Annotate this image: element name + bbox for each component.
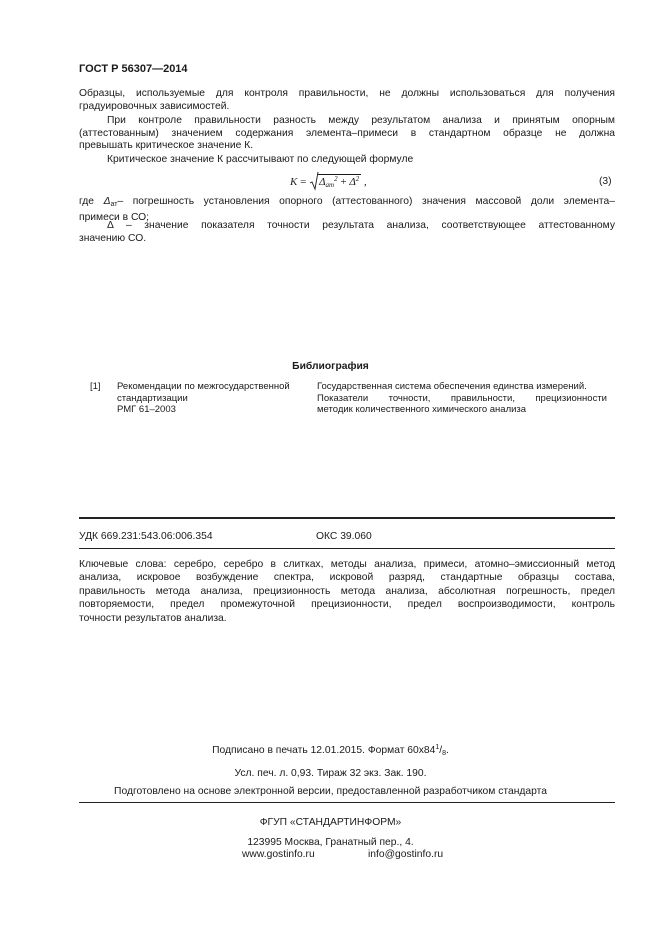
format-end: . — [446, 745, 449, 756]
bib-line: Государственная система обеспечения единства измерений. — [317, 381, 587, 392]
formula-comma: , — [364, 176, 367, 188]
paragraph-line: примеси в СО; — [79, 211, 150, 223]
format-numerator: 1 — [435, 744, 440, 751]
imprint-prepared: Подготовлено на основе электронной версии, предоставленной разработчиком стандарта — [114, 786, 547, 797]
paragraph-critical — [79, 154, 615, 167]
formula-term2-exp: 2 — [355, 175, 360, 183]
where-item-2 — [79, 220, 615, 245]
keywords-line: анализа, искровое возбуждение спектра, искровой разряд, стандартные образцы состава, — [79, 572, 615, 584]
bibliography-item-title — [317, 381, 607, 416]
divider-udk — [79, 548, 615, 549]
bibliography-item-source — [117, 381, 307, 416]
paragraph-control — [79, 115, 615, 153]
keywords-line: повторяемости, предел промежуточной прецизионности, предел воспроизводимости, контроль — [79, 599, 615, 611]
format-denominator: 8 — [442, 750, 447, 757]
formula-plus: + — [340, 176, 347, 188]
oks-code: ОКС 39.060 — [316, 531, 372, 542]
keywords-line: Ключевые слова: серебро, серебро в слитках, методы анализа, примеси, атомно–эмиссионный метод — [79, 559, 615, 570]
formula-term1-exp: 2 — [334, 175, 338, 183]
paragraph-line: Образцы, используемые для контроля правильности, не должны использоваться для получения — [79, 88, 615, 99]
where-symbol: Δ — [103, 196, 111, 207]
bib-line: РМГ 61–2003 — [117, 404, 176, 415]
publisher-email[interactable]: info@gostinfo.ru — [368, 849, 444, 860]
paragraph-samples — [79, 88, 615, 113]
paragraph-line: При контроле правильности разность между результатом анализа и принятым опорным — [107, 115, 615, 126]
bibliography-title: Библиография — [292, 361, 369, 372]
standard-number: ГОСТ Р 56307—2014 — [79, 63, 188, 75]
paragraph-line: Критическое значение К рассчитывают по следующей формуле — [107, 154, 414, 165]
paragraph-line: (аттестованным) значением содержания элемента–примеси в стандартном образце не должна — [79, 127, 615, 139]
keywords-line: точности результатов анализа. — [79, 612, 227, 624]
paragraph-line: превышать критическое значение К. — [79, 140, 254, 152]
bib-line: Показатели точности, правильности, прецизионности — [317, 392, 607, 404]
bib-line: методик количественного химического анализа — [317, 404, 527, 415]
formula-term1: Δ — [319, 176, 326, 188]
formula-term2: Δ — [349, 176, 356, 188]
udk-code: УДК 669.231:543.06:006.354 — [79, 531, 213, 542]
paragraph-line — [79, 196, 615, 212]
imprint-signed-text: Подписано в печать 12.01.2015. Формат 60x84 — [212, 745, 436, 756]
formula-number: (3) — [599, 176, 612, 187]
keywords-block — [79, 558, 615, 625]
where-text: – погрешность установления опорного (аттестованного) значения массовой доли элемента– — [117, 196, 615, 207]
keywords-line: правильность метода анализа, прецизионность метода анализа, абсолютная погрешность, предел — [79, 585, 615, 597]
bibliography-item-number: [1] — [90, 381, 101, 392]
bib-line: Рекомендации по межгосударственной — [117, 381, 290, 392]
divider-top — [79, 517, 615, 519]
formula-lhs: K — [290, 176, 298, 188]
where-prefix: где — [79, 196, 95, 207]
publisher-address: 123995 Москва, Гранатный пер., 4. — [247, 837, 414, 848]
formula — [290, 171, 367, 193]
paragraph-line: градуировочных зависимостей. — [79, 100, 230, 112]
formula-term1-sub: ат — [325, 181, 335, 189]
publisher-website[interactable]: www.gostinfo.ru — [242, 849, 315, 860]
paragraph-line: значению СО. — [79, 232, 147, 244]
bib-line: стандартизации — [117, 392, 188, 404]
paragraph-line: Δ – значение показателя точности результата анализа, соответствующее аттестованному — [107, 220, 615, 231]
sqrt-radicand — [318, 174, 361, 188]
where-symbol-sub: ат — [110, 201, 118, 208]
imprint-print-info: Усл. печ. л. 0,93. Тираж 32 экз. Зак. 190. — [234, 768, 427, 779]
divider-imprint — [79, 802, 615, 803]
imprint-signed: Подписано в печать 12.01.2015. Формат $60x84^1/_8$. — [212, 744, 449, 757]
formula-equals: = — [300, 176, 307, 188]
publisher-name: ФГУП «СТАНДАРТИНФОРМ» — [259, 817, 402, 828]
